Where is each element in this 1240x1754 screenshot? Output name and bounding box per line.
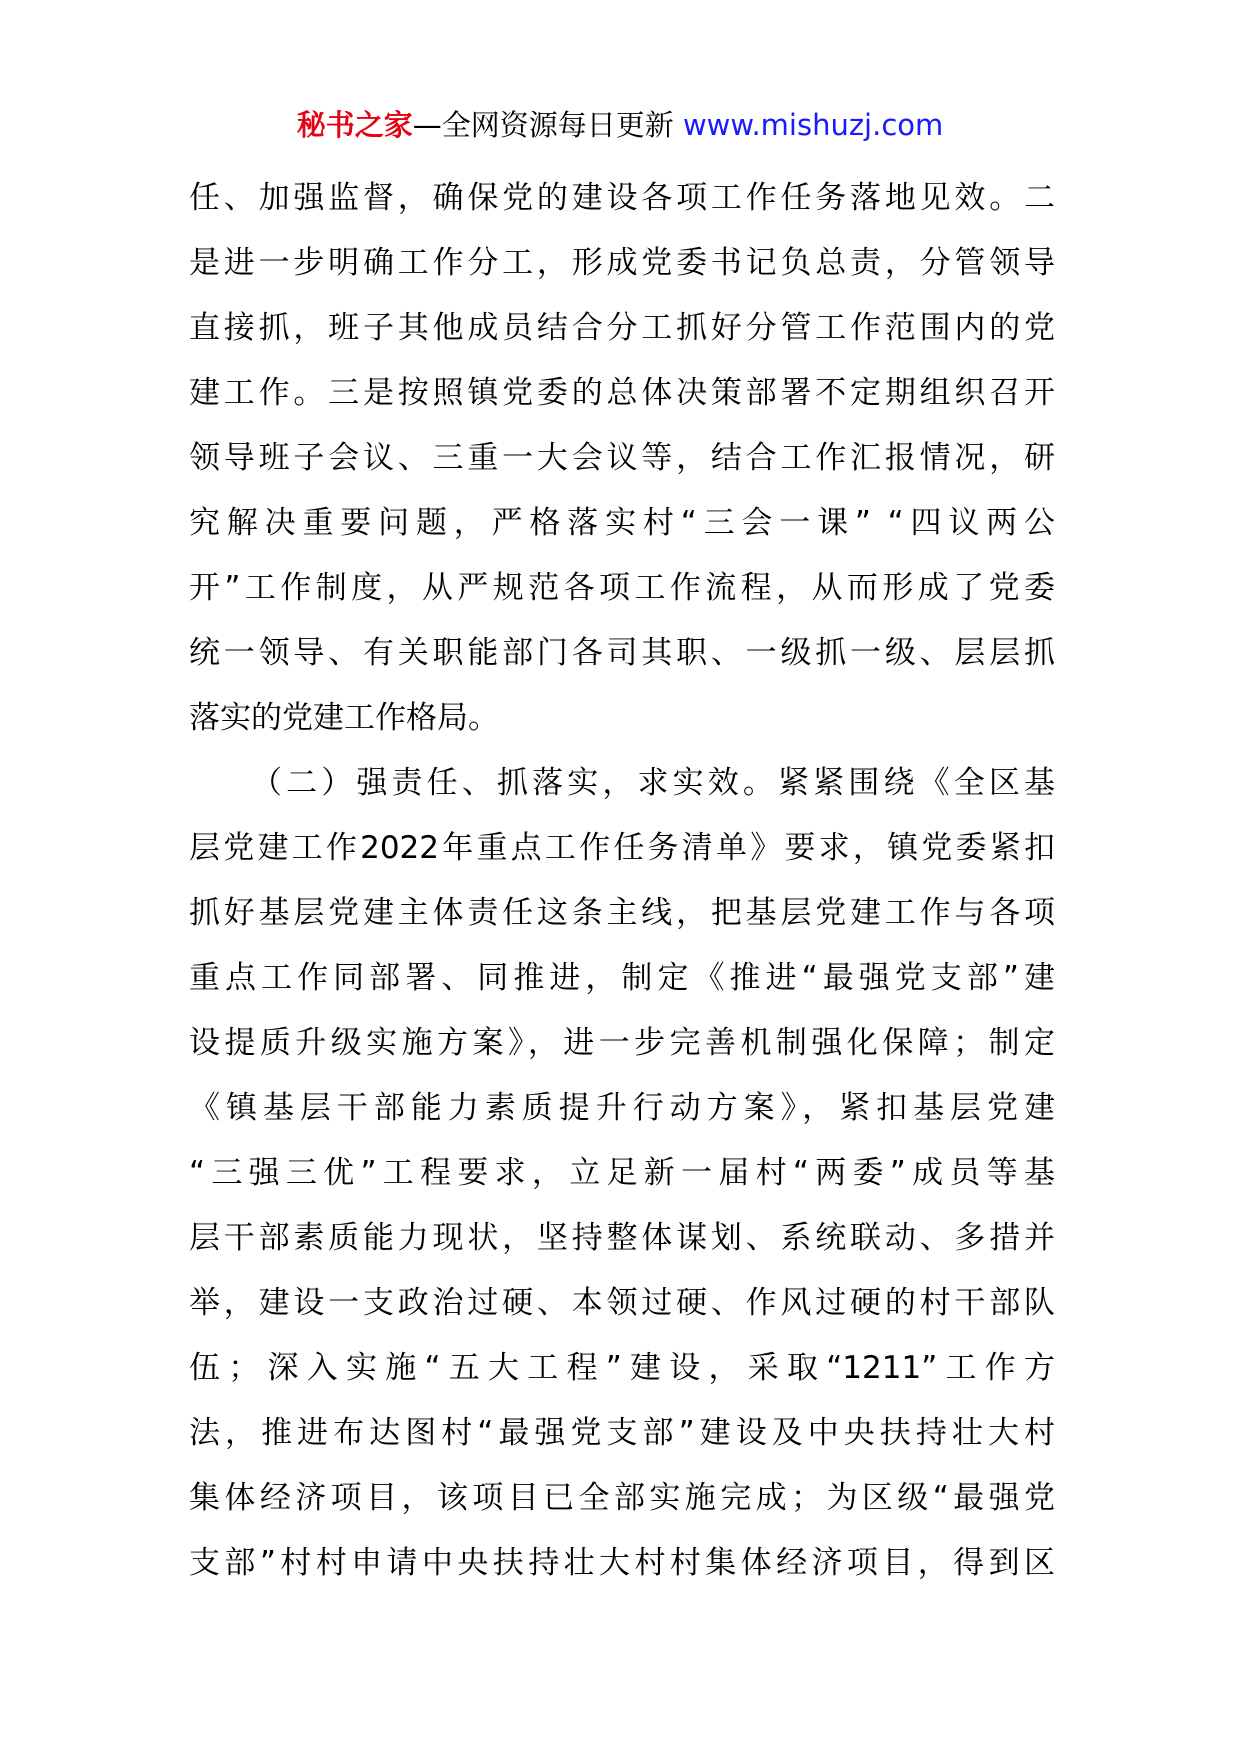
- text-line: 层干部素质能力现状，坚持整体谋划、系统联动、多措并: [189, 1220, 1055, 1256]
- text-line: 举，建设一支政治过硬、本领过硬、作风过硬的村干部队: [189, 1285, 1055, 1321]
- text-line: 直接抓，班子其他成员结合分工抓好分管工作范围内的党: [189, 310, 1055, 346]
- text-line: 究解决重要问题，严格落实村“三会一课” “四议两公: [189, 505, 1055, 541]
- text-line: 任、加强监督，确保党的建设各项工作任务落地见效。二: [189, 180, 1055, 216]
- text-line: 支部”村村申请中央扶持壮大村村集体经济项目，得到区: [189, 1545, 1055, 1581]
- text-line: 《镇基层干部能力素质提升行动方案》，紧扣基层党建: [189, 1090, 1055, 1126]
- text-line: 设提质升级实施方案》，进一步完善机制强化保障；制定: [189, 1025, 1055, 1061]
- text-line: 开”工作制度，从严规范各项工作流程，从而形成了党委: [189, 570, 1055, 606]
- text-line: “三强三优”工程要求，立足新一届村“两委”成员等基: [189, 1155, 1055, 1191]
- text-line: 伍；深入实施“五大工程”建设，采取“1211”工作方: [189, 1350, 1055, 1386]
- document-body: [189, 166, 1055, 1596]
- site-tagline: —全网资源每日更新: [412, 108, 683, 142]
- paragraph-heading-line: （二）强责任、抓落实，求实效。紧紧围绕《全区基: [251, 765, 1055, 801]
- text-line: 抓好基层党建主体责任这条主线，把基层党建工作与各项: [189, 895, 1055, 931]
- text-line: 领导班子会议、三重一大会议等，结合工作汇报情况，研: [189, 440, 1055, 476]
- text-line: 重点工作同部署、同推进，制定《推进“最强党支部”建: [189, 960, 1055, 996]
- text-line: 落实的党建工作格局。: [189, 700, 499, 736]
- site-url-link[interactable]: www.mishuzj.com: [682, 108, 944, 142]
- site-brand: 秘书之家: [296, 108, 413, 142]
- text-line: 是进一步明确工作分工，形成党委书记负总责，分管领导: [189, 245, 1055, 281]
- text-line: 集体经济项目，该项目已全部实施完成；为区级“最强党: [189, 1480, 1055, 1516]
- site-header: [0, 100, 1240, 150]
- text-line: 法，推进布达图村“最强党支部”建设及中央扶持壮大村: [189, 1415, 1055, 1451]
- text-line: 建工作。三是按照镇党委的总体决策部署不定期组织召开: [189, 375, 1055, 411]
- text-line: 层党建工作2022年重点工作任务清单》要求，镇党委紧扣: [189, 830, 1055, 866]
- text-line: 统一领导、有关职能部门各司其职、一级抓一级、层层抓: [189, 635, 1055, 671]
